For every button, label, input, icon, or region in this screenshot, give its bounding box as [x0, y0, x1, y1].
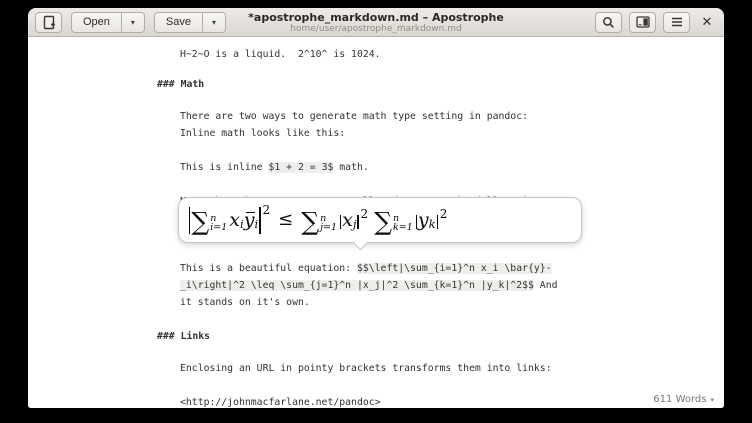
summation-2: [301, 206, 339, 236]
word-count-button[interactable]: [653, 394, 714, 405]
summation-3: [374, 206, 415, 236]
save-split-button: [154, 12, 226, 33]
menu-button[interactable]: [663, 12, 690, 33]
close-window-button[interactable]: [697, 12, 717, 32]
var-y: y: [417, 208, 429, 231]
var-y-bar: y: [243, 208, 255, 231]
eq-source-before: This is a beautiful equation:: [180, 263, 357, 274]
limit-bottom: j=1: [320, 222, 338, 233]
chevron-down-icon: ▾: [130, 17, 135, 27]
rendered-equation: [188, 203, 448, 236]
summation-1: [191, 206, 229, 236]
text-line-url[interactable]: <http://johnmacfarlane.net/pandoc>: [180, 397, 381, 408]
abs-bar: [437, 215, 438, 229]
text-line-links-intro[interactable]: Enclosing an URL in pointy brackets transforms them into links:: [180, 363, 552, 374]
headerbar-right-controls: [595, 12, 717, 33]
left-delimiter-bar: [189, 207, 190, 234]
sub-i: i: [240, 217, 244, 232]
limit-top: n: [210, 213, 217, 224]
abs-bar: [357, 215, 358, 229]
headerbar: [28, 8, 724, 37]
text-line-eq-source-3[interactable]: it stands on it's own.: [180, 297, 310, 308]
search-icon: [602, 16, 615, 29]
window-subtitle: home/user/apostrophe_markdown.md: [290, 24, 462, 34]
save-button[interactable]: Save: [154, 12, 203, 33]
abs-bar: [416, 215, 417, 229]
sigma-glyph: ∑: [374, 206, 393, 236]
leq-symbol: ≤: [278, 209, 294, 230]
sum-limits-1: [210, 214, 227, 232]
inline-math-source: $1 + 2 = 3$: [268, 162, 334, 173]
heading-links[interactable]: ### Links: [157, 331, 211, 342]
chevron-down-icon: ▾: [710, 395, 714, 404]
superscript-2: 2: [439, 207, 448, 221]
limit-bottom: i=1: [210, 222, 228, 233]
var-x: x: [342, 208, 353, 231]
sum-limits-2: [320, 214, 337, 232]
search-button[interactable]: [595, 12, 622, 33]
text-line-inline-math[interactable]: [180, 159, 369, 176]
preview-toggle-button[interactable]: [629, 12, 656, 33]
inline-math-before: This is inline: [180, 162, 269, 173]
eq-source-after: And: [533, 280, 558, 291]
superscript-2: 2: [360, 207, 369, 221]
eq-source-math: $$\left|\sum_{i=1}^n x_i \bar{y}-: [356, 263, 552, 274]
chevron-down-icon: ▾: [211, 17, 216, 27]
superscript-2: 2: [262, 203, 271, 217]
sigma-glyph: ∑: [191, 206, 210, 236]
text-line-h2o[interactable]: H~2~O is a liquid. 2^10^ is 1024.: [180, 49, 381, 60]
hamburger-menu-icon: [671, 17, 683, 27]
word-count-label: 611 Words: [653, 394, 707, 405]
open-button[interactable]: Open: [71, 12, 122, 33]
right-delimiter-bar: [259, 207, 260, 234]
sub-j: j: [352, 217, 357, 232]
new-document-icon: [42, 15, 56, 30]
window-title-area: [211, 11, 541, 34]
new-document-button[interactable]: [35, 12, 62, 33]
inline-math-after: math.: [333, 162, 369, 173]
close-icon: ✕: [701, 14, 713, 30]
limit-top: n: [393, 213, 400, 224]
preview-icon: [636, 16, 650, 28]
save-dropdown-button[interactable]: [203, 12, 226, 33]
text-line-eq-source-1[interactable]: [180, 260, 552, 277]
editor-surface[interactable]: [28, 37, 724, 408]
window-title: *apostrophe_markdown.md – Apostrophe: [248, 11, 504, 24]
text-line-inline-intro[interactable]: Inline math looks like this:: [180, 128, 346, 139]
limit-top: n: [320, 213, 327, 224]
apostrophe-window: [28, 8, 724, 408]
math-preview-popover: [178, 197, 582, 243]
text-line-two-ways[interactable]: There are two ways to generate math type setting in pandoc:: [180, 111, 528, 122]
sub-i: i: [254, 217, 259, 232]
abs-bar: [340, 215, 341, 229]
text-line-eq-source-2[interactable]: [180, 277, 558, 294]
open-split-button: [71, 12, 145, 33]
popover-tail: [353, 235, 369, 251]
open-dropdown-button[interactable]: [122, 12, 145, 33]
sub-k: k: [428, 217, 436, 232]
eq-source-math: _i\right|^2 \leq \sum_{j=1}^n |x_j|^2 \sum_{k=1}^n |y_k|^2$$: [180, 280, 534, 291]
heading-math[interactable]: ### Math: [157, 79, 205, 90]
sigma-glyph: ∑: [301, 206, 320, 236]
var-x: x: [229, 208, 241, 231]
sum-limits-3: [393, 214, 413, 232]
limit-bottom: k=1: [393, 222, 413, 233]
